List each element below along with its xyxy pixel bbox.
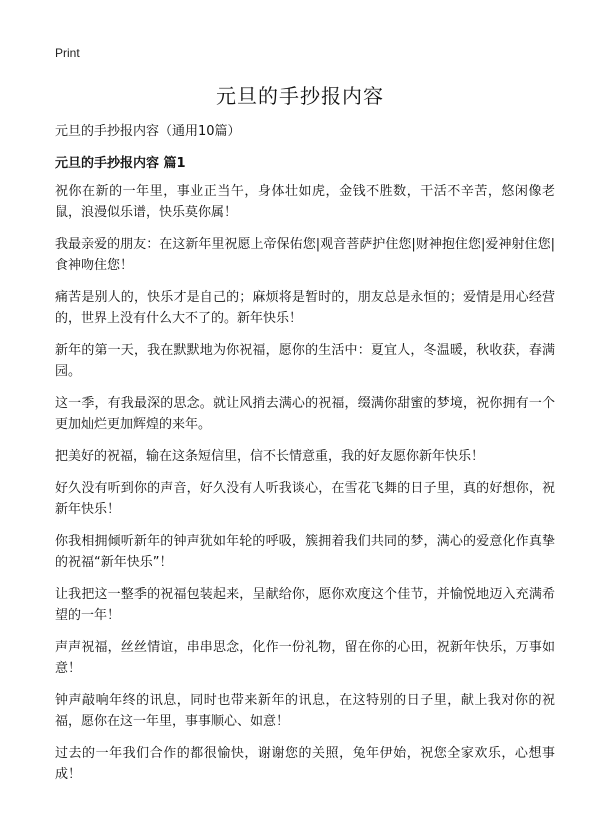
- paragraph: 让我把这一整季的祝福包装起来，呈献给你，愿你欢度这个佳节，并愉悦地迈入充满希望的一年！: [55, 587, 555, 623]
- paragraph: 痛苦是别人的，快乐才是自己的；麻烦将是暂时的，朋友总是永恒的；爱情是用心经营的，世界上没有什么大不了的。新年快乐！: [55, 290, 555, 326]
- document-subtitle: 元旦的手抄报内容（通用10篇）: [55, 124, 241, 139]
- paragraph: 过去的一年我们合作的都很愉快，谢谢您的关照，兔年伊始，祝您全家欢乐，心想事成！: [55, 746, 555, 782]
- paragraph: 钟声敲响年终的讯息，同时也带来新年的讯息，在这特别的日子里，献上我对你的祝福，愿你在这一年里，事事顺心、如意！: [55, 693, 555, 729]
- paragraph: 祝你在新的一年里，事业正当午，身体壮如虎，金钱不胜数，干活不辛苦，悠闲像老鼠，浪漫似乐谱，快乐莫你属！: [55, 184, 555, 220]
- page-title: 元旦的手抄报内容: [216, 84, 384, 108]
- paragraph: 你我相拥倾听新年的钟声犹如年轮的呼吸，簇拥着我们共同的梦，满心的爱意化作真挚的祝福“新年快乐”！: [55, 534, 555, 570]
- print-link[interactable]: Print: [55, 46, 80, 60]
- paragraph: 声声祝福，丝丝情谊，串串思念，化作一份礼物，留在你的心田，祝新年快乐，万事如意！: [55, 640, 555, 676]
- paragraph: 新年的第一天，我在默默地为你祝福，愿你的生活中：夏宜人，冬温暖，秋收获，春满园。: [55, 343, 555, 379]
- section-heading: 元旦的手抄报内容 篇1: [55, 156, 186, 171]
- paragraph: 把美好的祝福，输在这条短信里，信不长情意重，我的好友愿你新年快乐！: [55, 449, 485, 464]
- paragraph: 好久没有听到你的声音，好久没有人听我谈心，在雪花飞舞的日子里，真的好想你，祝新年快乐！: [55, 481, 555, 517]
- paragraph: 我最亲爱的朋友：在这新年里祝愿上帝保佑您|观音菩萨护住您|财神抱住您|爱神射住您|食神吻住您！: [55, 237, 555, 273]
- article-body: [55, 181, 555, 796]
- paragraph: 这一季，有我最深的思念。就让风捎去满心的祝福，缀满你甜蜜的梦境，祝你拥有一个更加灿烂更加辉煌的来年。: [55, 396, 555, 432]
